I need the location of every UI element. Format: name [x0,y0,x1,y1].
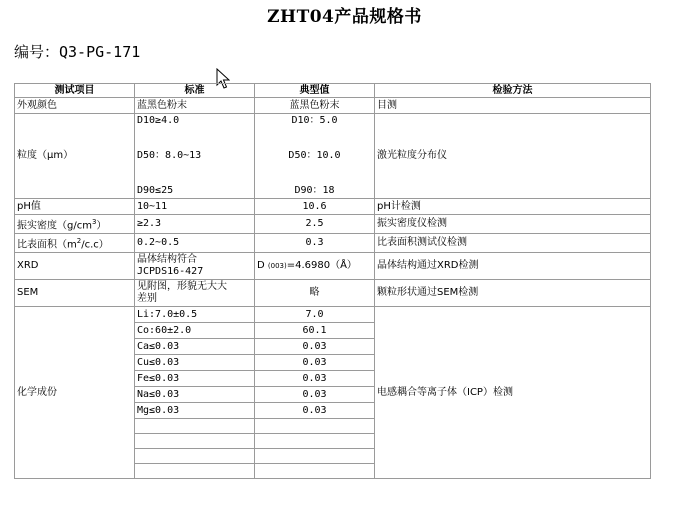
chem-typical: 0.03 [255,403,375,419]
chem-standard: Cu≤0.03 [135,355,255,371]
chem-standard: Li:7.0±0.5 [135,307,255,323]
cell-standard: 10~11 [135,199,255,215]
cell-standard [135,253,255,280]
cell-method: 晶体结构通过XRD检测 [375,253,651,280]
chem-standard: Na≤0.03 [135,387,255,403]
std-d10: D10≥4.0 [137,115,180,126]
cell-standard: 0.2~0.5 [135,234,255,253]
chem-typical: 0.03 [255,371,375,387]
table-row-xrd [15,253,651,280]
item-text: 比表面积（m [17,239,77,251]
cell-item: pH值 [15,199,135,215]
header-standard: 标准 [135,84,255,98]
cell-item: XRD [15,253,135,280]
cell-standard: ≥2.3 [135,215,255,234]
cell-method: 目测 [375,98,651,114]
chem-standard: Ca≤0.03 [135,339,255,355]
cell-item [15,215,135,234]
cell-typical: 略 [255,280,375,307]
table-row-ph [15,199,651,215]
cell-item: 粒度（μm） [15,114,135,199]
item-suffix: ） [96,220,107,232]
cell-method: 比表面积测试仪检测 [375,234,651,253]
chem-standard-empty [135,419,255,434]
table-row-tap-density [15,215,651,234]
cell-method: 振实密度仪检测 [375,215,651,234]
chem-typical: 0.03 [255,355,375,371]
chem-typical: 7.0 [255,307,375,323]
cell-method: pH计检测 [375,199,651,215]
chem-standard-empty [135,464,255,479]
cell-typical: 蓝黑色粉末 [255,98,375,114]
cell-item [15,234,135,253]
chem-typical: 60.1 [255,323,375,339]
chem-typical-empty [255,419,375,434]
chem-typical: 0.03 [255,387,375,403]
header-test-item: 测试项目 [15,84,135,98]
table-header-row [15,84,651,98]
document-number: 编号：Q3-PG-171 [14,43,141,61]
spec-table [14,83,651,479]
table-row-appearance [15,98,651,114]
cell-typical [255,114,375,199]
cell-typical: 0.3 [255,234,375,253]
item-suffix: /c.c） [81,239,109,251]
table-row-surface-area [15,234,651,253]
typ-suffix: =4.6980（Å） [286,260,357,271]
cell-typical: 10.6 [255,199,375,215]
std-line-1: 晶体结构符合 [137,254,197,265]
document-title: ZHT04产品规格书 [267,7,422,27]
table-row-sem [15,280,651,307]
chem-standard: Mg≤0.03 [135,403,255,419]
cell-method: 电感耦合等离子体（ICP）检测 [375,307,651,479]
cell-standard [135,114,255,199]
std-line-1: 见附图，形貌无大大 [137,281,227,292]
typ-d50: D50：10.0 [288,150,341,161]
item-superscript: 2 [76,236,82,245]
cell-standard: 蓝黑色粉末 [135,98,255,114]
chem-typical-empty [255,449,375,464]
typ-d10: D10：5.0 [291,115,338,126]
typ-d90: D90：18 [294,185,335,196]
cell-item: 外观颜色 [15,98,135,114]
chem-typical: 0.03 [255,339,375,355]
cell-item: 化学成份 [15,307,135,479]
cell-typical: 2.5 [255,215,375,234]
std-d90: D90≤25 [137,185,174,196]
chem-standard-empty [135,449,255,464]
chem-standard: Co:60±2.0 [135,323,255,339]
item-text: 振实密度（g/cm [17,220,92,232]
chem-standard-empty [135,434,255,449]
cell-standard [135,280,255,307]
std-line-2: 差别 [137,293,157,304]
table-row-chemical [15,307,651,323]
header-method: 检验方法 [375,84,651,98]
cell-method: 颗粒形状通过SEM检测 [375,280,651,307]
cell-typical [255,253,375,280]
chem-typical-empty [255,464,375,479]
typ-prefix: D [257,260,265,271]
table-row-particle-size [15,114,651,199]
typ-subscript: (003) [267,262,287,270]
std-line-2: JCPDS16-427 [137,266,204,277]
header-typical: 典型值 [255,84,375,98]
chem-standard: Fe≤0.03 [135,371,255,387]
cell-method: 激光粒度分布仪 [375,114,651,199]
chem-typical-empty [255,434,375,449]
std-d50: D50：8.0~13 [137,150,202,161]
cell-item: SEM [15,280,135,307]
item-superscript: 3 [91,217,97,226]
